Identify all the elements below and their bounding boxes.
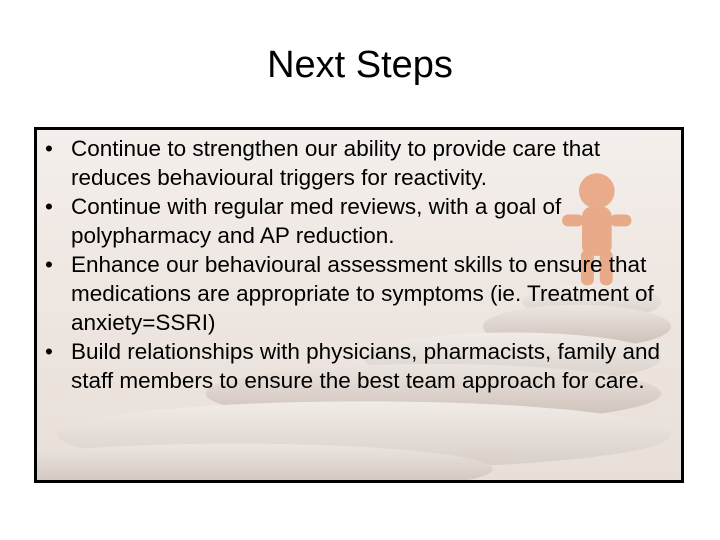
bullet-text: Build relationships with physicians, pharmacists, family and staff members to ensure the best team approach for care. [71,339,661,393]
bullet-text: Continue with regular med reviews, with a goal of polypharmacy and AP reduction. [71,194,562,248]
bullet-dot: • [45,339,53,364]
bullet-text: Enhance our behavioural assessment skills to ensure that medications are appropriate to symptoms (ie. Treatment of anxiety=SSRI) [71,252,654,335]
content-box [34,127,684,483]
bullet-list [37,130,681,395]
bullet-item [37,134,681,192]
bullet-dot: • [45,252,53,277]
bullet-dot: • [45,194,53,219]
bullet-dot: • [45,136,53,161]
bullet-item [37,250,681,337]
bullet-item [37,192,681,250]
bullet-item [37,337,681,395]
bullet-text: Continue to strengthen our ability to provide care that reduces behavioural triggers for reactivity. [71,136,601,190]
slide-title: Next Steps [267,44,453,86]
